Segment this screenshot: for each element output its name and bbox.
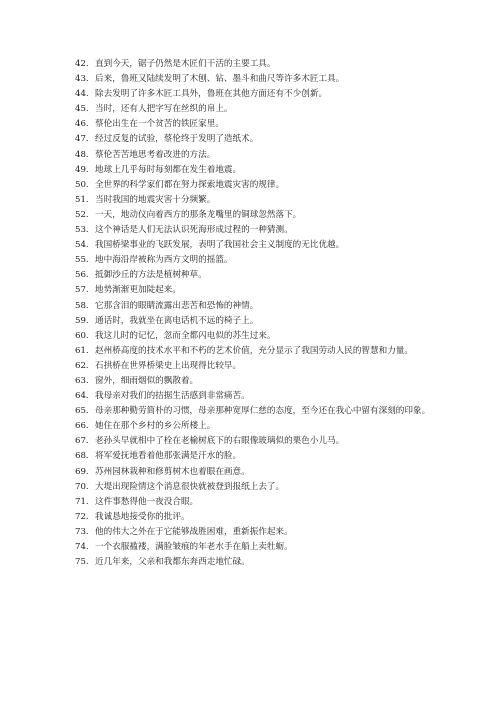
item-number: 46. bbox=[75, 119, 89, 130]
item-text: 他的伟大之外在于它能够战胜困难，重新振作起来。 bbox=[95, 526, 293, 537]
list-item bbox=[75, 132, 455, 147]
item-text: 抵御沙丘的方法是植树种草。 bbox=[95, 270, 207, 281]
item-text: 经过反复的试验，蔡伦终于发明了造纸术。 bbox=[95, 134, 259, 145]
list-item bbox=[75, 344, 455, 359]
list-item bbox=[75, 329, 455, 344]
item-number: 74. bbox=[75, 542, 89, 552]
item-number: 65. bbox=[75, 406, 89, 417]
list-item bbox=[75, 525, 455, 540]
list-item bbox=[75, 148, 455, 163]
item-text: 我诚恳地接受你的批评。 bbox=[95, 511, 190, 522]
list-item bbox=[75, 465, 455, 480]
item-number: 73. bbox=[75, 526, 89, 537]
list-item bbox=[75, 238, 455, 253]
item-number: 58. bbox=[75, 300, 89, 311]
item-text: 当时我国的地震灾害十分频繁。 bbox=[95, 194, 216, 205]
item-text: 大堤出现险情这个消息很快就被登到报纸上去了。 bbox=[95, 481, 285, 492]
item-text: 窗外，细雨烟似的飘散着。 bbox=[95, 375, 199, 386]
item-number: 47. bbox=[75, 134, 89, 145]
item-number: 64. bbox=[75, 391, 89, 402]
item-number: 68. bbox=[75, 451, 89, 462]
list-item bbox=[75, 314, 455, 329]
item-text: 蔡伦出生在一个贫苦的铁匠家里。 bbox=[95, 119, 224, 130]
item-number: 70. bbox=[75, 481, 89, 492]
list-item bbox=[75, 434, 455, 449]
item-number: 67. bbox=[75, 436, 89, 447]
item-text: 一天，地动仪向着西方的那条龙嘴里的铜球忽然落下。 bbox=[95, 209, 302, 220]
item-number: 71. bbox=[75, 496, 89, 507]
list-item bbox=[75, 117, 455, 132]
list-item bbox=[75, 449, 455, 464]
item-number: 45. bbox=[75, 104, 89, 115]
list-item bbox=[75, 419, 455, 434]
list-item bbox=[75, 223, 455, 238]
item-text: 将军爱抚地看着他那张满是汗水的脸。 bbox=[95, 451, 242, 462]
item-number: 72. bbox=[75, 511, 89, 522]
item-text: 石拱桥在世界桥梁史上出现得比较早。 bbox=[95, 360, 242, 371]
item-number: 49. bbox=[75, 164, 89, 175]
item-text: 她住在那个乡村的乡公所楼上。 bbox=[95, 421, 216, 432]
item-number: 60. bbox=[75, 330, 89, 341]
item-number: 53. bbox=[75, 225, 89, 236]
item-text: 直到今天，锯子仍然是木匠们干活的主要工具。 bbox=[95, 59, 276, 69]
list-item bbox=[75, 178, 455, 193]
list-item bbox=[75, 374, 455, 389]
item-number: 55. bbox=[75, 255, 89, 266]
item-text: 赵州桥高度的技术水平和不朽的艺术价值，充分显示了我国劳动人民的智慧和力量。 bbox=[95, 345, 413, 356]
item-text: 老孙头早就相中了栓在老榆树底下的右眼像玻璃似的栗色小儿马。 bbox=[95, 436, 345, 447]
item-text: 地球上几乎每时每刻都在发生着地震。 bbox=[95, 164, 242, 175]
list-item bbox=[75, 495, 455, 510]
item-number: 59. bbox=[75, 315, 89, 326]
item-text: 地中海沿岸被称为西方文明的摇篮。 bbox=[95, 255, 233, 266]
list-item bbox=[75, 540, 455, 555]
list-item bbox=[75, 283, 455, 298]
item-text: 我母亲对我们的拮据生活感到非常痛苦。 bbox=[95, 391, 250, 402]
list-item bbox=[75, 72, 455, 87]
list-item bbox=[75, 87, 455, 102]
item-text: 这个神话是人们无法认识死海形成过程的一种猜测。 bbox=[95, 225, 293, 236]
item-text: 除去发明了许多木匠工具外，鲁班在其他方面还有不少创新。 bbox=[95, 89, 328, 100]
list-item bbox=[75, 268, 455, 283]
list-item bbox=[75, 359, 455, 374]
list-item bbox=[75, 480, 455, 495]
item-text: 我这儿时的记忆，忽而全都闪电似的苏生过来。 bbox=[95, 330, 276, 341]
list-item bbox=[75, 404, 455, 419]
item-text: 近几年来，父亲和我都东奔西走地忙碌。 bbox=[95, 557, 250, 568]
item-text: 通话时，我就坐在离电话机不远的椅子上。 bbox=[95, 315, 259, 326]
list-item bbox=[75, 102, 455, 117]
item-number: 63. bbox=[75, 375, 89, 386]
list-item bbox=[75, 253, 455, 268]
item-number: 42. bbox=[75, 59, 89, 69]
item-number: 54. bbox=[75, 240, 89, 251]
item-number: 48. bbox=[75, 149, 89, 160]
item-text: 苏州园林栽种和修剪树木也着眼在画意。 bbox=[95, 466, 250, 477]
list-item bbox=[75, 510, 455, 525]
item-text: 母亲那种勤劳简朴的习惯，母亲那种宽厚仁慈的态度，至今还在我心中留有深刻的印象。 bbox=[95, 406, 431, 417]
list-item bbox=[75, 193, 455, 208]
item-text: 全世界的科学家们都在努力探索地震灾害的规律。 bbox=[95, 179, 285, 190]
list-item bbox=[75, 208, 455, 223]
item-number: 44. bbox=[75, 89, 89, 100]
item-number: 43. bbox=[75, 74, 89, 85]
item-text: 一个衣服褴褛，满脸皱痕的年老水手在船上卖牡蛎。 bbox=[95, 542, 293, 552]
item-number: 66. bbox=[75, 421, 89, 432]
list-item bbox=[75, 555, 455, 570]
item-number: 50. bbox=[75, 179, 89, 190]
item-number: 52. bbox=[75, 209, 89, 220]
item-number: 61. bbox=[75, 345, 89, 356]
sentence-list bbox=[75, 57, 455, 570]
item-number: 75. bbox=[75, 557, 89, 568]
item-number: 69. bbox=[75, 466, 89, 477]
item-text: 后来，鲁班又陆续发明了木刨、钻、墨斗和曲尺等许多木匠工具。 bbox=[95, 74, 345, 85]
list-item bbox=[75, 57, 455, 72]
item-text: 蔡伦苦苦地思考着改进的方法。 bbox=[95, 149, 216, 160]
list-item bbox=[75, 299, 455, 314]
item-number: 62. bbox=[75, 360, 89, 371]
item-text: 这件事愁得他一夜没合眼。 bbox=[95, 496, 199, 507]
item-number: 57. bbox=[75, 285, 89, 296]
item-number: 56. bbox=[75, 270, 89, 281]
list-item bbox=[75, 389, 455, 404]
item-text: 当时，还有人把字写在丝织的帛上。 bbox=[95, 104, 233, 115]
item-text: 它那含泪的眼睛流露出悲苦和恐怖的神情。 bbox=[95, 300, 259, 311]
item-text: 我国桥梁事业的飞跃发展，表明了我国社会主义制度的无比优越。 bbox=[95, 240, 345, 251]
item-text: 地势渐渐更加陡起来。 bbox=[95, 285, 181, 296]
list-item bbox=[75, 163, 455, 178]
item-number: 51. bbox=[75, 194, 89, 205]
